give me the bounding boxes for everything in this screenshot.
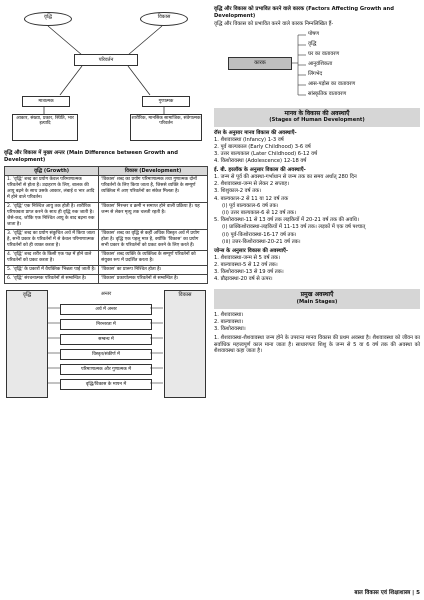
table-cell: 1. 'वृद्धि' शब्द का प्रयोग केवल परिमाणात्मक परिवर्तनों से होता है। उदाहरण के लिए, बालक की आयु बढ़ने के साथ उसके आकार, लंबाई व भार आदि में होने वाले परिवर्तन। (5, 176, 99, 203)
list-item: 1. जन्म से पूर्व की अवस्था-गर्भाधान से जन्म तक का समय अर्थात् 280 दिन (214, 173, 357, 180)
table-cell: 4. 'वृद्धि' शब्द शरीर के किसी एक पक्ष में होने वाले परिवर्तनों को प्रकट करता है। (5, 251, 99, 266)
list-item: 2. शैशवावस्था-जन्म से लेकर 2 सप्ताह। (214, 181, 289, 188)
table-cell: 'विकास' प्रकार्यात्मक परिवर्तनों से सम्बन्धित है। (99, 275, 208, 284)
hurlock-heading: ई. बी. हरलॉक के अनुसार विकास की अवस्थाएँ- (214, 167, 306, 174)
table-header-development: विकास (Development) (99, 167, 208, 176)
table-cell: 'विकास' शब्द का प्रयोग परिमाणात्मक तथा गुणात्मक दोनों परिवर्तनों के लिए किया जाता है, जिससे व्यक्ति के सम्पूर्ण व्यक्तित्व में आए परिवर्तनों का संकेत मिलता है। (99, 176, 208, 203)
factors-heading: वृद्धि और विकास को प्रभावित करने वाले कारक (Factors Affecting Growth and Development) (214, 6, 394, 19)
difference-heading: वृद्धि और विकास में मुख्य अन्तर (Main Difference between Growth and Development) (4, 150, 178, 163)
quantitative-examples: आकार, संख्या, प्रकार, स्थिति, भार इत्यादि (12, 114, 78, 141)
right-column (214, 0, 420, 355)
factors-center-node: कारक (228, 57, 292, 70)
table-row (5, 203, 208, 230)
factor-item: आनुवंशिकता (308, 60, 333, 67)
compare-row: अर्थ में अन्तर (60, 304, 152, 315)
compare-row: सम्बन्ध में (60, 334, 152, 345)
list-item: 1. शैशवावस्था। (214, 311, 244, 318)
jones-heading: जोन्स के अनुसार विकास की अवस्थाएँ- (214, 248, 289, 254)
list-item: 1. शैशवावस्था-जन्म से 5 वर्ष तक। (214, 254, 281, 261)
hurlock-list (214, 174, 420, 246)
ross-heading: रॉस के अनुसार मानव विकास की अवस्थाएँ- (214, 129, 297, 136)
table-cell: 'विकास' का प्रारूप निश्चित होता है। (99, 266, 208, 275)
list-item: (i) प्राक्किशोरावस्था-लड़कियों में 11-13 वर्ष तक। लड़कों में एक वर्ष पश्चात् (222, 224, 366, 231)
list-item: (ii) पूर्व-किशोरावस्था-16-17 वर्ष तक। (222, 231, 297, 238)
compare-row: निरन्तरता में (60, 319, 152, 330)
list-item: 1. शैशवावस्था (Infancy) 1-3 वर्ष (214, 136, 284, 143)
list-item: 4. किशोरावस्था (Adolescence) 12-18 वर्ष (214, 158, 307, 165)
stages-title: मानव के विकास की अवस्थाएँ (284, 109, 350, 117)
qualitative-examples: शारीरिक, मानसिक सामाजिक, संवेगात्मक परिवर्तन (130, 114, 202, 141)
compare-difference-label: अन्तर (100, 291, 112, 298)
factors-intro: वृद्धि और विकास को प्रभावित करने वाले कारक निम्नलिखित हैं- (214, 21, 334, 28)
compare-growth: वृद्धि (6, 290, 48, 398)
table-header-growth: वृद्धि (Growth) (5, 167, 99, 176)
table-cell: 'विकास' शब्द व्यक्ति के व्यक्तित्व के सम्पूर्ण परिवर्तनों को संयुक्त रूप में प्रदर्शित करता है। (99, 251, 208, 266)
table-cell: 'विकास' निरन्तर व क्रमी न समाप्त होने वाली प्रक्रिया है। यह जन्म से लेकर मृत्यु तक चलती रहती है। (99, 203, 208, 230)
compare-row: विस्तृत/संकीर्ण में (60, 349, 152, 360)
factor-item: घर का वातावरण (308, 50, 340, 57)
main-stages-band (214, 289, 420, 308)
list-item: 4. प्रौढ़ावस्था-20 वर्ष से ऊपर। (214, 276, 273, 283)
list-item: 4. बाल्यकाल-2 से 11 या 12 वर्ष तक (214, 195, 289, 202)
growth-diagram (4, 0, 208, 148)
factor-item: वृद्धि (308, 40, 317, 47)
list-item: 5. किशोरावस्था-11 से 13 वर्ष तक लड़कियों में 20-21 वर्ष तक की अवधि। (214, 217, 359, 224)
compare-row: वृद्धि/विकास के मापन में (60, 379, 152, 390)
change-node: परिवर्तन (74, 54, 138, 66)
list-item: 2. बाल्यावस्था। (214, 318, 244, 325)
list-item: (i) पूर्व बाल्यकाल-6 वर्ष तक। (222, 202, 279, 209)
table-cell: 2. 'वृद्धि' एक निश्चित आयु तक होती है। शारीरिक परिपक्वता प्राप्त करने के साथ ही वृद्धि रुक जाती है। जैसे-कद, जोकि एक निश्चित आयु के बाद बढ़ना रुक जाता है। (5, 203, 99, 230)
development-node: विकास (140, 12, 188, 26)
factor-item: लिंगभेद (308, 70, 323, 77)
main-stages-title: प्रमुख अवस्थाएँ (300, 291, 334, 299)
left-column (4, 0, 208, 402)
table-row (5, 266, 208, 275)
list-item: (iii) उत्तर-किशोरावस्था-20-21 वर्ष तक। (222, 238, 301, 245)
main-stages-subtitle: (Main Stages) (296, 299, 338, 305)
table-cell: 5. 'वृद्धि' के प्रकारों में वैयक्तिक भिन्नता पाई जाती है। (5, 266, 99, 275)
table-cell: 6. 'वृद्धि' संरचनात्मक परिवर्तनों से सम्बन्धित है। (5, 275, 99, 284)
table-header-row (5, 167, 208, 176)
list-item: 3. किशोरावस्था। (214, 326, 246, 332)
main-stages-list (214, 312, 420, 334)
ross-list (214, 137, 420, 166)
list-item: 3. शिशुकाल-2 वर्ष तक। (214, 188, 262, 195)
stages-band (214, 108, 420, 127)
table-row (5, 251, 208, 266)
list-item: (ii) उत्तर बाल्यकाल-6 से 12 वर्ष तक। (222, 209, 296, 216)
list-item: 3. किशोरावस्था-13 से 19 वर्ष तक। (214, 269, 284, 275)
compare-diagram (4, 288, 208, 402)
table-cell: 3. 'वृद्धि' शब्द का प्रयोग संकुचित अर्थ में किया जाता है, सभी प्रकार के परिवर्तनों में से केवल परिमाणात्मक परिवर्तनों को ही व्यक्त करता है। (5, 230, 99, 251)
list-item: 2. पूर्व बाल्यकाल (Early Childhood) 3-6 वर्ष (214, 143, 311, 150)
compare-row: परिमाणात्मक और गुणात्मक में (60, 364, 152, 375)
stages-subtitle: (Stages of Human Development) (269, 117, 365, 124)
table-row (5, 176, 208, 203)
qualitative-node: गुणात्मक (142, 96, 190, 107)
list-item: 2. बाल्यावस्था-5 से 12 वर्ष तक। (214, 261, 278, 268)
difference-table (4, 166, 208, 284)
factor-item: आस-पड़ोस का वातावरण (308, 80, 356, 87)
factors-diagram (214, 30, 420, 100)
table-row (5, 230, 208, 251)
infancy-paragraph: 1. शैशवावस्था-शैशवावस्था जन्म होने के उपरान्त मानव विकास की प्रथम अवस्था है। शैशवावस्था को जीवन का सर्वाधिक महत्त्वपूर्ण काल माना जाता है। साधारणतः शिशु के जन्म से 5 या 6 वर्ष तक की अवस्था को शैशवावस्था कहा जाता है। (214, 335, 420, 355)
page-footer: बाल विकास एवं शिक्षाशास्त्र | 5 (354, 590, 420, 596)
growth-node: वृद्धि (24, 12, 72, 26)
table-row (5, 275, 208, 284)
jones-list (214, 255, 420, 284)
factor-item: सांस्कृतिक वातावरण (308, 90, 347, 97)
list-item: 3. उत्तर बाल्यकाल (Later Childhood) 6-12 वर्ष (214, 150, 318, 157)
quantitative-node: मात्रात्मक (22, 96, 70, 107)
compare-development: विकास (164, 290, 206, 398)
table-cell: 'विकास' शब्द का वृद्धि से कहीं अधिक विस्तृत अर्थ में प्रयोग होता है। वृद्धि एक पहलू मात्र है, क्योंकि 'विकास' का प्रयोग सभी प्रकार के परिवर्तनों को प्रकट करने के लिए करते हैं। (99, 230, 208, 251)
factor-item: पोषण (308, 30, 320, 37)
